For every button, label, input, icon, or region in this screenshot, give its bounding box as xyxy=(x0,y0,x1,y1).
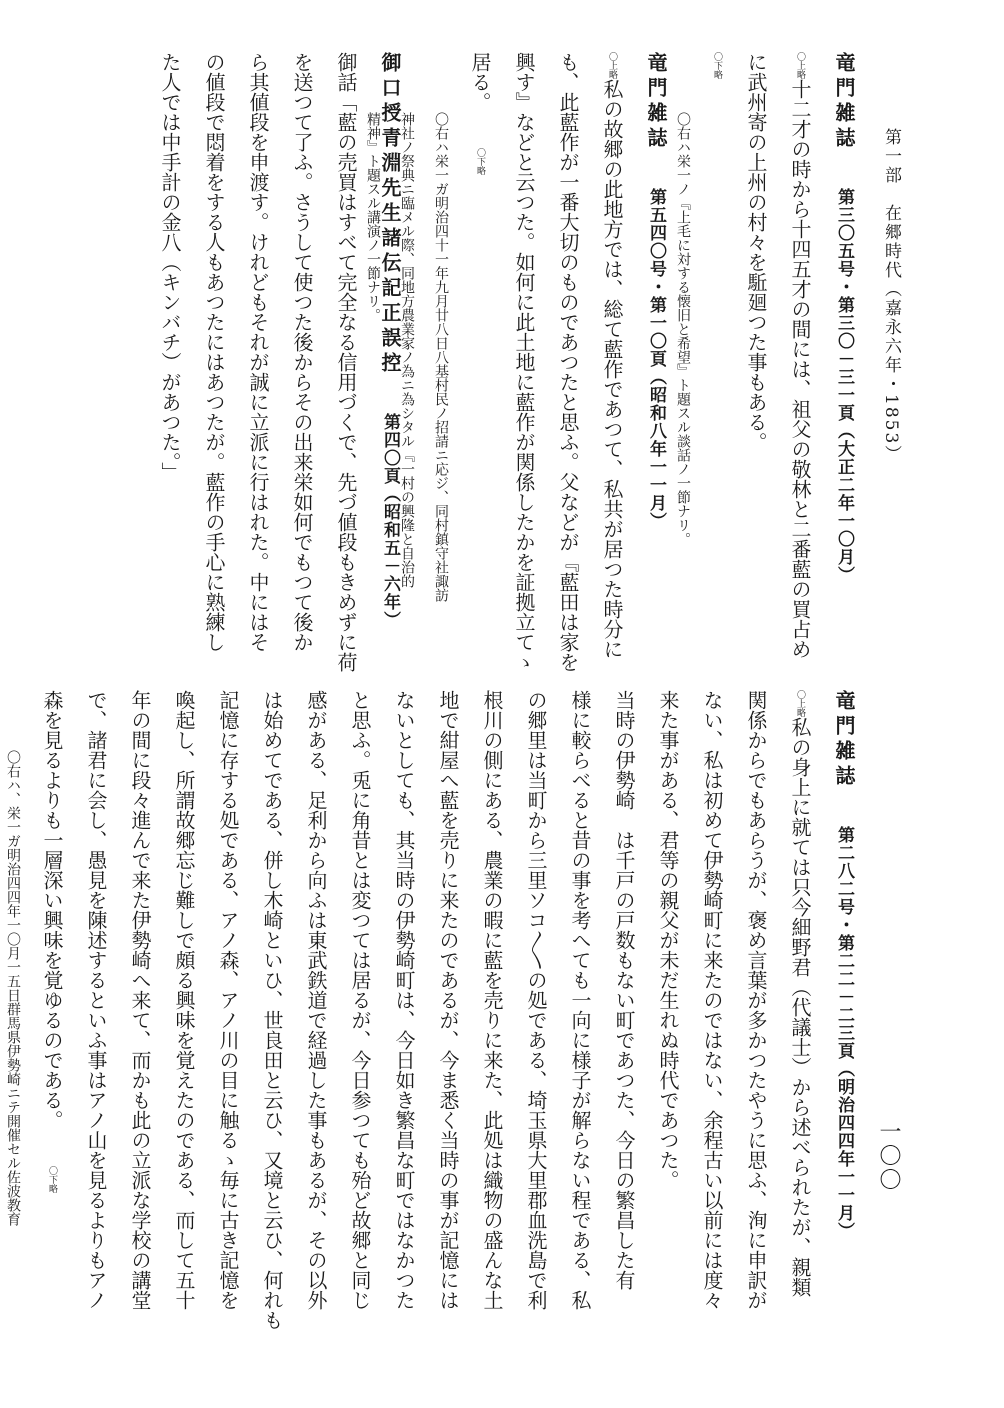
body-line: と思ふ。兎に角昔とは変つては居るが、今日参つても殆ど故郷と同じ xyxy=(348,690,372,1310)
body-line: 興す』などと云つた。如何に此土地に藍作が関係したかを証拠立てゝ xyxy=(512,52,536,672)
body-line: 記憶に存する処である、アノ森、アノ川の目に触るゝ毎に古き記憶を xyxy=(216,690,240,1310)
body-line: 来た事がある、君等の親父が未だ生れぬ時代であつた。 xyxy=(656,690,680,1190)
body-line: 〇上略私の故郷の此地方では、総て藍作であつて、私共が居つた時分に xyxy=(600,52,624,659)
body-line: に武州寄の上州の村々を駈廻つた事もある。 xyxy=(744,52,768,452)
body-line: 御話「藍の売買はすべて完全なる信用づくで、先づ値段もきめずに荷 xyxy=(334,52,358,672)
body-line: 感がある、足利から向ふは東武鉄道で経過した事もあるが、その以外 xyxy=(304,690,328,1310)
section-ryumon-282 xyxy=(5,690,862,1330)
body-line: 当時の伊勢崎 は千戸の戸数もない町であつた、今日の繁昌した有 xyxy=(612,690,636,1290)
page-number: 一〇〇 xyxy=(876,1120,901,1192)
source-note: 精神』ト題スル講演ノ一節ナリ。 xyxy=(365,112,381,322)
body-line: 年の間に段々進んで来た伊勢崎へ来て、而かも此の立派な学校の講堂 xyxy=(128,690,152,1310)
section-title: 竜門雑誌第二八二号・第二二－二三頁（明治四四年一一月） xyxy=(832,690,856,1240)
body-line: 喚起し、所謂故郷忘じ難しで頗る興味を覚えたのである、而して五十 xyxy=(172,690,196,1310)
body-line: 森を見るよりも一層深い興味を覚ゆるのである。〇下略 xyxy=(40,690,64,1193)
body-line: 居る。〇下略 xyxy=(468,52,492,175)
body-line: で、諸君に会し、愚見を陳述するといふ事はアノ山を見るよりもアノ xyxy=(84,690,108,1310)
body-line: の郷里は当町から三里ソコ〳〵の処である、埼玉県大里郡血洗島で利 xyxy=(524,690,548,1310)
body-line: ない、私は初めて伊勢崎町に来たのではない、余程古い以前には度々 xyxy=(700,690,724,1310)
body-line: は始めてである、併し木崎といひ、世良田と云ひ、又境と云ひ、何れも xyxy=(260,690,284,1330)
body-line: 根川の側にある、農業の暇に藍を売りに来た、此処は織物の盛んな土 xyxy=(480,690,504,1310)
body-line: 〇上略十二才の時から十四五才の間には、祖父の敬林と二番藍の買占め xyxy=(788,52,812,659)
section-goju-seien xyxy=(158,52,408,672)
body-line: ないとしても、其当時の伊勢崎町は、今日如き繁昌な町ではなかつた xyxy=(392,690,416,1310)
source-note: 〇右ハ、栄一ガ明治四四年一〇月一五日群馬県伊勢崎ニテ開催セル佐波教育 xyxy=(5,750,21,1226)
body-line: の値段で悶着をする人もあつたにはあつたが。藍作の手心に熟練し xyxy=(202,52,226,652)
running-header: 第一部 在郷時代（嘉永六年・1853） xyxy=(881,128,901,465)
section-ryumon-305 xyxy=(675,52,862,659)
section-title: 竜門雑誌第三〇五号・第三〇－三一頁（大正二年一〇月） xyxy=(832,52,856,584)
body-line: た人では中手計の金八（キンバチ）があつた。」 xyxy=(158,52,182,482)
body-line: 様に較らべると昔の事を考へても一向に様子が解らない程である、私 xyxy=(568,690,592,1310)
source-note: 〇右ハ栄一ノ『上毛に対する懐旧と希望』ト題スル談話ノ一節ナリ。 xyxy=(675,112,691,546)
body-line: ら其値段を申渡す。けれどもそれが誠に立派に行はれた。中にはそ xyxy=(246,52,270,652)
source-note: 神社ノ祭典ニ臨メル際、同地方農業家ノ為ニ為シタル『一村の興隆と自治的 xyxy=(399,112,415,588)
body-line: 関係からでもあらうが、褒め言葉が多かつたやうに思ふ、洵に申訳が xyxy=(744,690,768,1310)
body-line: 地で紺屋へ藍を売りに来たのであるが、今ま悉く当時の事が記憶には xyxy=(436,690,460,1310)
body-line: 〇上略私の身上に就ては只今細野君（代議士）から述べられたが、親類 xyxy=(788,690,812,1297)
source-note: 〇右ハ栄一ガ明治四十一年九月廿八日八基村民ノ招請ニ応ジ、同村鎮守社諏訪 xyxy=(433,112,449,602)
section-title: 御口授青淵先生諸伝記正誤控第四〇頁（昭和五－六年） xyxy=(378,52,402,629)
section-title: 竜門雑誌第五四〇号・第一〇頁（昭和八年一一月） xyxy=(644,52,668,530)
body-line: も、此藍作が一番大切のものであつたと思ふ。父などが『藍田は家を xyxy=(556,52,580,672)
omission-mark: 〇下略 xyxy=(712,52,722,79)
body-line: を送つて了ふ。さうして使つた後からその出来栄如何でもつて後か xyxy=(290,52,314,652)
